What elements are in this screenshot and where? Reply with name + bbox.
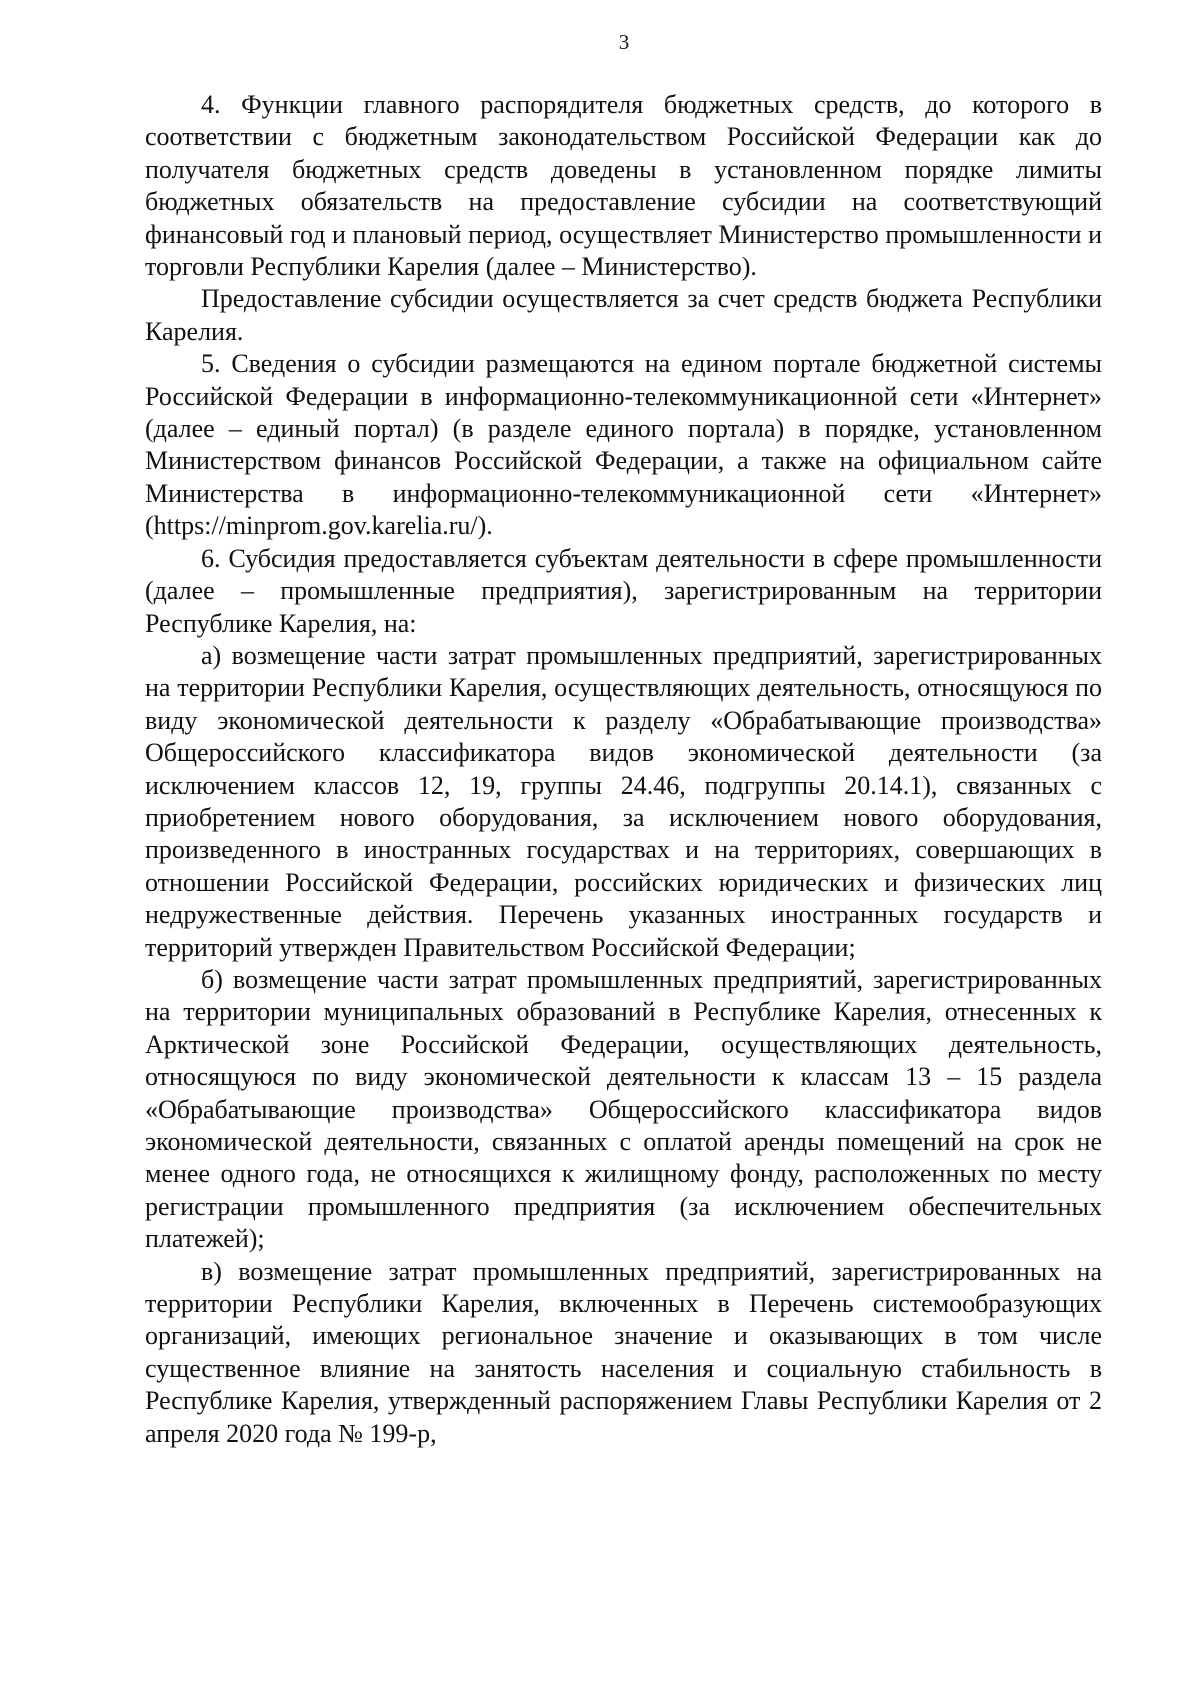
paragraph-budget-source: Предоставление субсидии осуществляется за счет средств бюджета Республики Карелия.: [145, 284, 1102, 346]
paragraph-item-4: 4. Функции главного распорядителя бюджетных средств, до которого в соответствии с бюджетным законодательством Российской Федерации как до получателя бюджетных средств доведены в установленном порядке лимиты бюджетных обязательств на предоставление субсидии на соответствующий финансовый год и плановый период, осуществляет Министерство промышленности и торговли Республики Карелия (далее – Министерство).: [145, 90, 1102, 282]
page-number: 3: [618, 30, 630, 54]
paragraph-subitem-a: а) возмещение части затрат промышленных предприятий, зарегистрированных на территории Республики Карелия, осуществляющих деятельность, относящуюся по виду экономической деятельности к разделу «Обрабатывающие производства» Общероссийского классификатора видов экономической деятельности (за исключением классов 12, 19, группы 24.46, подгруппы 20.14.1), связанных с приобретением нового оборудования, за исключением нового оборудования, произведенного в иностранных государствах и на территориях, совершающих в отношении Российской Федерации, российских юридических и физических лиц недружественные действия. Перечень указанных иностранных государств и территорий утвержден Правительством Российской Федерации;: [145, 640, 1102, 962]
paragraph-subitem-v: в) возмещение затрат промышленных предприятий, зарегистрированных на территории Республики Карелия, включенных в Перечень системообразующих организаций, имеющих региональное значение и оказывающих в том числе существенное влияние на занятость населения и социальную стабильность в Республике Карелия, утвержденный распоряжением Главы Республики Карелия от 2 апреля 2020 года № 199-р,: [145, 1256, 1102, 1448]
paragraph-item-6: 6. Субсидия предоставляется субъектам деятельности в сфере промышленности (далее – промышленные предприятия), зарегистрированным на территории Республике Карелия, на:: [145, 543, 1102, 638]
paragraph-item-5: 5. Сведения о субсидии размещаются на едином портале бюджетной системы Российской Федерации в информационно-телекоммуникационной сети «Интернет» (далее – единый портал) (в разделе единого портала) в порядке, установленном Министерством финансов Российской Федерации, а также на официальном сайте Министерства в информационно-телекоммуникационной сети «Интернет» (https://minprom.gov.karelia.ru/).: [145, 349, 1102, 541]
paragraph-subitem-b: б) возмещение части затрат промышленных предприятий, зарегистрированных на территории муниципальных образований в Республике Карелия, отнесенных к Арктической зоне Российской Федерации, осуществляющих деятельность, относящуюся по виду экономической деятельности к классам 13 – 15 раздела «Обрабатывающие производства» Общероссийского классификатора видов экономической деятельности, связанных с оплатой аренды помещений на срок не менее одного года, не относящихся к жилищному фонду, расположенных по месту регистрации промышленного предприятия (за исключением обеспечительных платежей);: [145, 964, 1102, 1254]
document-body: [145, 89, 1102, 1450]
